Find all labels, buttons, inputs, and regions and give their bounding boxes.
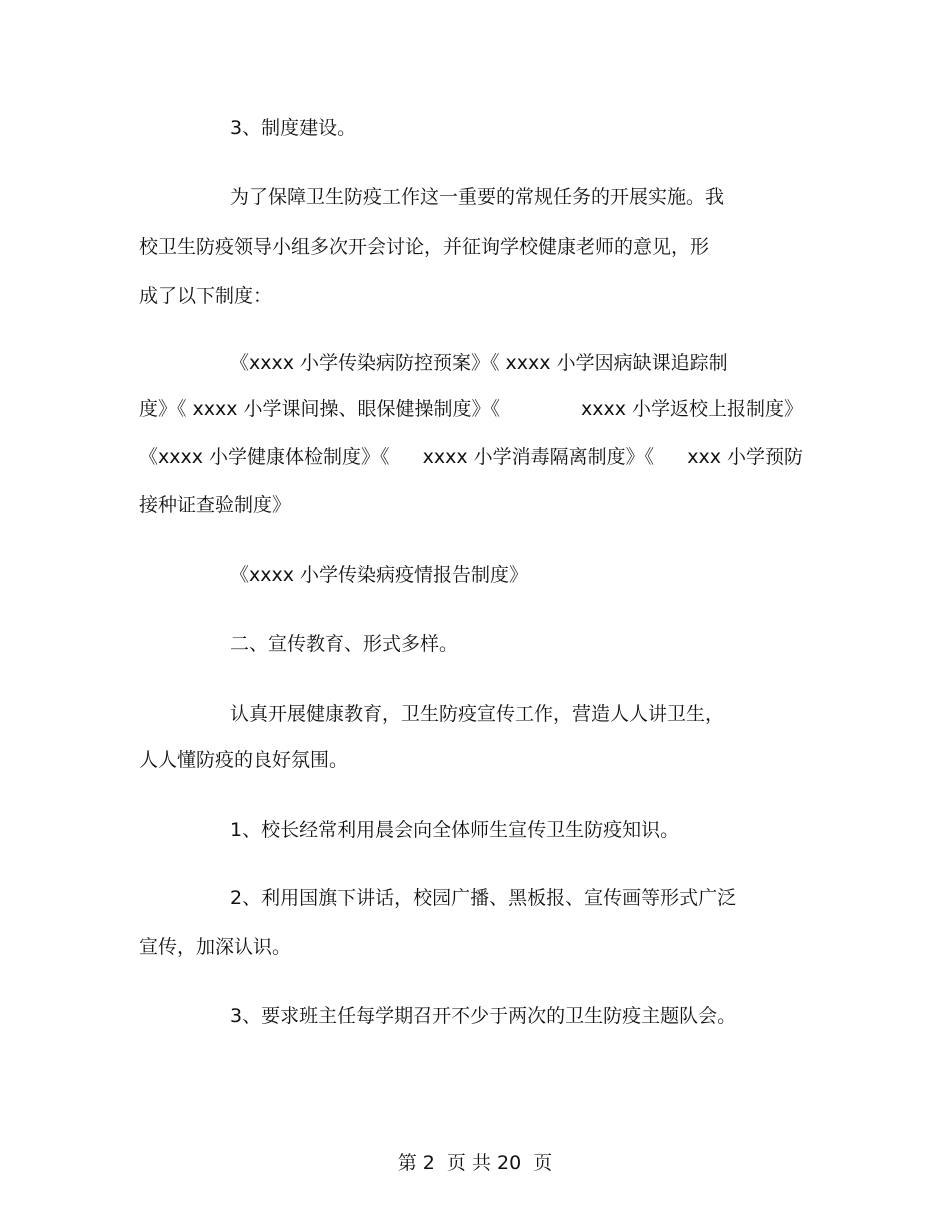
regulation-item: 《xxxx 小学传染病疫情报告制度》 — [230, 564, 529, 586]
section-heading-system-building: 3、制度建设。 — [230, 117, 357, 139]
paragraph-line: 为了保障卫生防疫工作这一重要的常规任务的开展实施。我 — [230, 186, 725, 208]
regulation-list-line — [139, 445, 803, 469]
regulation-list-segment: 度》《 xxxx 小学课间操、眼保健操制度》《 — [139, 398, 501, 420]
list-item-continuation: 宣传，加深认识。 — [139, 936, 292, 958]
list-item: 1、校长经常利用晨会向全体师生宣传卫生防疫知识。 — [230, 819, 680, 841]
regulation-list-segment: xxxx 小学消毒隔离制度》《 — [422, 446, 655, 468]
paragraph-line: 校卫生防疫领导小组多次开会讨论，并征询学校健康老师的意见，形 — [139, 236, 710, 258]
regulation-list-segment: xxx 小学预防 — [687, 446, 803, 468]
paragraph-line: 成了以下制度： — [139, 285, 273, 307]
list-item: 2、利用国旗下讲话，校园广播、黑板报、宣传画等形式广泛 — [230, 887, 737, 909]
regulation-list-line: 《xxxx 小学传染病防控预案》《 xxxx 小学因病缺课追踪制 — [230, 352, 728, 374]
regulation-list-line: 接种证查验制度》 — [139, 494, 292, 516]
page-number-footer: 第 2 页 共 20 页 — [397, 1152, 553, 1174]
regulation-list-segment: xxxx 小学返校上报制度》 — [580, 398, 803, 420]
regulation-list-segment: 《xxxx 小学健康体检制度》《 — [139, 446, 390, 468]
section-heading-publicity: 二、宣传教育、形式多样。 — [230, 633, 459, 655]
list-item: 3、要求班主任每学期召开不少于两次的卫生防疫主题队会。 — [230, 1005, 737, 1027]
regulation-list-line — [139, 397, 803, 421]
paragraph-line: 认真开展健康教育，卫生防疫宣传工作，营造人人讲卫生， — [230, 703, 725, 725]
paragraph-line: 人人懂防疫的良好氛围。 — [139, 749, 349, 771]
